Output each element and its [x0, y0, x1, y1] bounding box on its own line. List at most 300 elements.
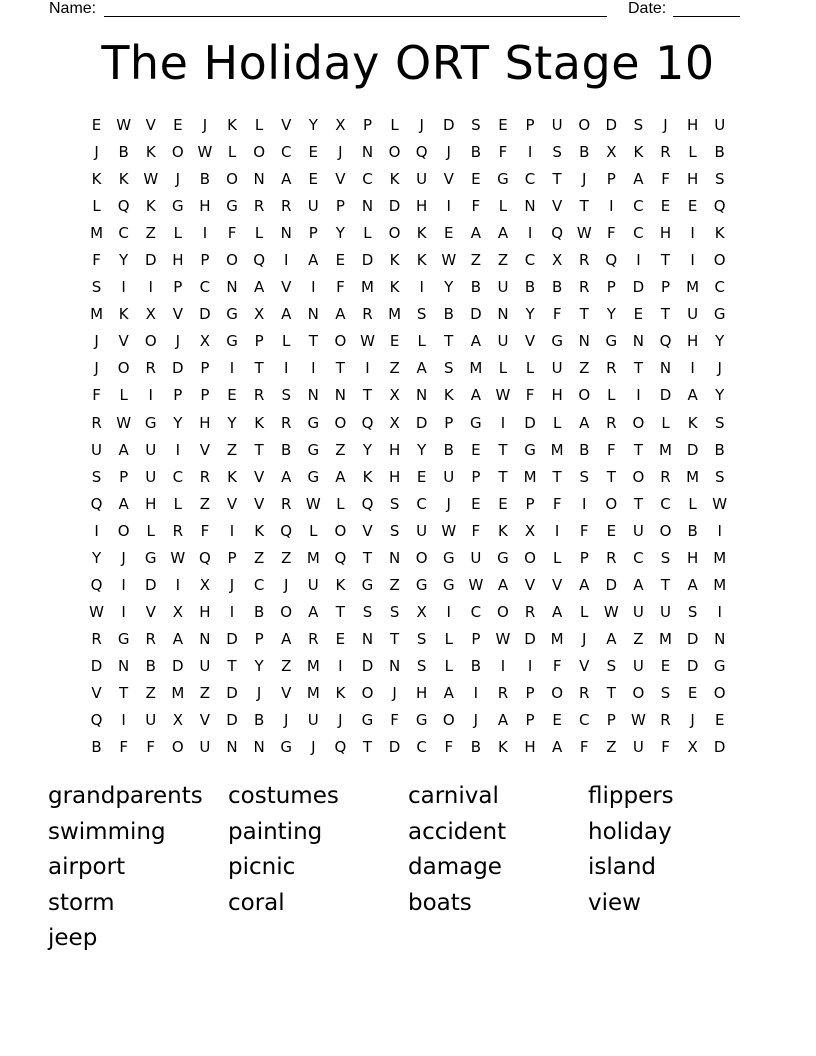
grid-letter[interactable]: E — [660, 197, 671, 216]
grid-letter[interactable]: J — [121, 548, 126, 567]
grid-letter[interactable]: P — [173, 386, 183, 405]
grid-letter[interactable]: F — [579, 738, 589, 757]
grid-letter[interactable]: W — [170, 548, 186, 567]
grid-letter[interactable]: O — [226, 251, 238, 270]
grid-letter[interactable]: O — [551, 684, 564, 702]
grid-letter[interactable]: R — [91, 629, 102, 648]
grid-letter[interactable]: Z — [470, 251, 481, 270]
grid-letter[interactable]: R — [660, 711, 671, 730]
grid-letter[interactable]: L — [525, 359, 535, 378]
grid-letter[interactable]: B — [253, 711, 265, 730]
grid-letter[interactable]: L — [552, 413, 562, 432]
grid-letter[interactable]: M — [90, 305, 104, 324]
grid-letter[interactable]: G — [172, 197, 184, 216]
grid-letter[interactable]: G — [117, 629, 130, 648]
grid-letter[interactable]: V — [199, 711, 211, 730]
grid-letter[interactable]: D — [524, 413, 536, 432]
grid-letter[interactable]: P — [254, 332, 264, 351]
grid-letter[interactable]: V — [226, 494, 238, 513]
grid-letter[interactable]: G — [442, 575, 455, 594]
grid-letter[interactable]: G — [226, 332, 238, 351]
grid-letter[interactable]: Q — [605, 251, 618, 270]
grid-letter[interactable]: I — [148, 386, 153, 405]
grid-letter[interactable]: P — [471, 467, 481, 486]
grid-letter[interactable]: V — [552, 197, 563, 216]
grid-letter[interactable]: G — [605, 332, 618, 351]
grid-letter[interactable]: C — [416, 738, 427, 757]
grid-letter[interactable]: L — [498, 359, 508, 378]
grid-letter[interactable]: B — [443, 440, 454, 459]
grid-letter[interactable]: W — [712, 494, 728, 513]
grid-letter[interactable]: I — [609, 197, 614, 216]
grid-letter[interactable]: J — [663, 116, 668, 135]
grid-letter[interactable]: S — [552, 143, 562, 162]
grid-letter[interactable]: A — [281, 170, 292, 189]
grid-letter[interactable]: F — [498, 143, 508, 162]
grid-letter[interactable]: A — [172, 629, 183, 648]
grid-letter[interactable]: B — [470, 656, 481, 675]
grid-letter[interactable]: B — [199, 170, 211, 189]
grid-letter[interactable]: F — [525, 386, 535, 405]
grid-letter[interactable]: O — [578, 116, 591, 135]
grid-letter[interactable]: K — [633, 143, 644, 162]
grid-letter[interactable]: N — [361, 629, 374, 648]
grid-letter[interactable]: W — [441, 521, 457, 540]
grid-letter[interactable]: H — [145, 494, 157, 513]
grid-letter[interactable]: Q — [334, 548, 347, 567]
grid-letter[interactable]: F — [146, 738, 156, 757]
grid-letter[interactable]: I — [554, 521, 560, 540]
grid-letter[interactable]: I — [121, 711, 126, 730]
grid-letter[interactable]: R — [362, 305, 373, 324]
grid-letter[interactable]: H — [686, 548, 699, 567]
grid-letter[interactable]: M — [713, 575, 727, 594]
grid-letter[interactable]: Y — [91, 548, 102, 567]
grid-letter[interactable]: P — [525, 116, 535, 135]
grid-letter[interactable]: J — [175, 170, 181, 189]
grid-letter[interactable]: V — [335, 170, 346, 189]
grid-letter[interactable]: K — [118, 305, 129, 324]
grid-letter[interactable]: A — [416, 359, 427, 378]
grid-letter[interactable]: C — [253, 575, 265, 594]
grid-letter[interactable]: V — [524, 332, 536, 351]
grid-letter[interactable]: B — [579, 143, 590, 162]
grid-letter[interactable]: B — [145, 656, 156, 675]
grid-letter[interactable]: O — [117, 359, 130, 378]
grid-letter[interactable]: S — [471, 116, 481, 135]
grid-letter[interactable]: L — [146, 521, 155, 540]
grid-letter[interactable]: V — [552, 575, 563, 594]
grid-letter[interactable]: D — [144, 251, 157, 270]
grid-letter[interactable]: R — [91, 413, 102, 432]
grid-letter[interactable]: A — [335, 467, 346, 486]
grid-letter[interactable]: U — [443, 467, 455, 486]
grid-letter[interactable]: K — [416, 251, 427, 270]
grid-letter[interactable]: P — [119, 467, 129, 486]
grid-letter[interactable]: H — [686, 116, 699, 135]
grid-letter[interactable]: K — [227, 116, 237, 135]
grid-letter[interactable]: M — [686, 467, 700, 486]
grid-letter[interactable]: F — [552, 656, 562, 675]
grid-letter[interactable]: I — [582, 494, 587, 513]
grid-letter[interactable]: T — [579, 197, 589, 216]
grid-letter[interactable]: J — [717, 359, 722, 378]
grid-letter[interactable]: U — [416, 521, 428, 540]
grid-letter[interactable]: U — [470, 548, 482, 567]
grid-letter[interactable]: R — [660, 467, 671, 486]
grid-letter[interactable]: Z — [145, 224, 156, 243]
grid-letter[interactable]: T — [254, 359, 264, 378]
grid-letter[interactable]: H — [686, 170, 699, 189]
grid-letter[interactable]: Q — [90, 494, 103, 513]
grid-letter[interactable]: K — [118, 170, 129, 189]
grid-letter[interactable]: E — [335, 251, 346, 270]
grid-letter[interactable]: G — [144, 548, 157, 567]
grid-letter[interactable]: U — [307, 575, 319, 594]
grid-letter[interactable]: E — [687, 684, 698, 702]
grid-letter[interactable]: N — [226, 278, 238, 297]
grid-letter[interactable]: I — [229, 521, 235, 540]
grid-letter[interactable]: K — [335, 684, 346, 702]
grid-letter[interactable]: I — [527, 224, 533, 243]
grid-letter[interactable]: I — [527, 143, 533, 162]
grid-letter[interactable]: L — [444, 629, 453, 648]
grid-letter[interactable]: J — [392, 684, 397, 702]
grid-letter[interactable]: D — [388, 738, 401, 757]
grid-letter[interactable]: U — [497, 278, 509, 297]
grid-letter[interactable]: R — [660, 143, 671, 162]
grid-letter[interactable]: B — [253, 602, 265, 621]
grid-letter[interactable]: Y — [715, 332, 725, 351]
grid-letter[interactable]: U — [416, 170, 428, 189]
grid-letter[interactable]: M — [659, 629, 672, 648]
grid-letter[interactable]: Q — [199, 548, 211, 567]
grid-letter[interactable]: Z — [199, 684, 211, 702]
grid-letter[interactable]: L — [688, 143, 697, 162]
grid-letter[interactable]: H — [524, 738, 536, 757]
grid-letter[interactable]: K — [254, 413, 265, 432]
grid-letter[interactable]: W — [495, 386, 511, 405]
grid-letter[interactable]: F — [200, 521, 210, 540]
grid-letter[interactable]: Z — [389, 359, 400, 378]
grid-letter[interactable]: D — [226, 684, 238, 702]
grid-letter[interactable]: S — [579, 467, 589, 486]
grid-letter[interactable]: O — [713, 251, 726, 270]
grid-letter[interactable]: F — [661, 170, 670, 189]
grid-letter[interactable]: U — [145, 467, 157, 486]
grid-letter[interactable]: V — [524, 575, 536, 594]
grid-letter[interactable]: D — [524, 629, 536, 648]
grid-letter[interactable]: N — [307, 305, 319, 324]
grid-letter[interactable]: W — [143, 170, 159, 189]
grid-letter[interactable]: D — [172, 656, 184, 675]
grid-letter[interactable]: J — [338, 143, 343, 162]
grid-letter[interactable]: P — [335, 197, 345, 216]
grid-letter[interactable]: N — [253, 738, 265, 757]
grid-letter[interactable]: J — [283, 711, 289, 730]
grid-letter[interactable]: W — [576, 224, 592, 243]
grid-letter[interactable]: G — [415, 711, 428, 730]
grid-letter[interactable]: D — [686, 629, 699, 648]
grid-letter[interactable]: R — [253, 386, 265, 405]
grid-letter[interactable]: V — [281, 116, 292, 135]
grid-letter[interactable]: K — [498, 521, 508, 540]
grid-letter[interactable]: A — [335, 305, 346, 324]
grid-letter[interactable]: Z — [281, 656, 292, 675]
grid-letter[interactable]: O — [497, 602, 509, 621]
grid-letter[interactable]: N — [199, 629, 211, 648]
grid-letter[interactable]: J — [283, 575, 289, 594]
grid-letter[interactable]: N — [524, 197, 536, 216]
grid-letter[interactable]: U — [551, 116, 563, 135]
grid-letter[interactable]: J — [94, 143, 99, 162]
grid-letter[interactable]: T — [552, 467, 562, 486]
grid-letter[interactable]: P — [444, 413, 454, 432]
grid-letter[interactable]: V — [281, 278, 292, 297]
grid-letter[interactable]: B — [687, 521, 698, 540]
grid-letter[interactable]: D — [686, 656, 699, 675]
grid-letter[interactable]: H — [199, 602, 211, 621]
grid-letter[interactable]: E — [335, 629, 346, 648]
grid-letter[interactable]: P — [606, 711, 616, 730]
grid-letter[interactable]: O — [226, 170, 238, 189]
grid-letter[interactable]: K — [362, 467, 373, 486]
grid-letter[interactable]: T — [362, 738, 373, 757]
grid-letter[interactable]: D — [144, 575, 157, 594]
grid-letter[interactable]: E — [606, 521, 617, 540]
grid-letter[interactable]: Y — [525, 305, 535, 324]
grid-letter[interactable]: H — [551, 386, 563, 405]
grid-letter[interactable]: J — [690, 711, 695, 730]
grid-letter[interactable]: A — [308, 602, 319, 621]
grid-letter[interactable]: G — [470, 413, 482, 432]
grid-letter[interactable]: B — [714, 440, 725, 459]
grid-letter[interactable]: Y — [254, 656, 264, 675]
grid-letter[interactable]: X — [199, 575, 211, 594]
grid-letter[interactable]: W — [441, 251, 457, 270]
grid-letter[interactable]: R — [308, 629, 319, 648]
grid-letter[interactable]: A — [497, 224, 509, 243]
grid-letter[interactable]: H — [416, 684, 428, 702]
grid-letter[interactable]: R — [253, 197, 265, 216]
grid-letter[interactable]: P — [579, 548, 589, 567]
grid-letter[interactable]: V — [118, 332, 129, 351]
grid-letter[interactable]: O — [334, 332, 347, 351]
grid-letter[interactable]: U — [145, 711, 157, 730]
grid-letter[interactable]: A — [633, 170, 644, 189]
grid-letter[interactable]: L — [688, 494, 697, 513]
grid-letter[interactable]: E — [91, 116, 102, 135]
grid-letter[interactable]: U — [714, 116, 726, 135]
grid-letter[interactable]: O — [171, 143, 184, 162]
grid-letter[interactable]: D — [172, 359, 184, 378]
grid-letter[interactable]: P — [200, 359, 210, 378]
grid-letter[interactable]: A — [579, 575, 590, 594]
grid-letter[interactable]: P — [254, 629, 264, 648]
grid-letter[interactable]: O — [632, 413, 645, 432]
grid-letter[interactable]: C — [118, 224, 129, 243]
grid-letter[interactable]: O — [442, 711, 455, 730]
grid-letter[interactable]: U — [145, 440, 157, 459]
grid-letter[interactable]: C — [416, 494, 427, 513]
grid-letter[interactable]: R — [579, 278, 590, 297]
grid-letter[interactable]: X — [145, 305, 156, 324]
grid-letter[interactable]: A — [470, 224, 481, 243]
grid-letter[interactable]: C — [280, 143, 292, 162]
grid-letter[interactable]: S — [416, 629, 427, 648]
grid-letter[interactable]: G — [524, 440, 536, 459]
grid-letter[interactable]: W — [89, 602, 104, 621]
grid-letter[interactable]: I — [229, 359, 235, 378]
grid-letter[interactable]: M — [306, 656, 320, 675]
grid-letter[interactable]: P — [227, 548, 237, 567]
grid-letter[interactable]: A — [497, 711, 509, 730]
grid-letter[interactable]: U — [632, 656, 644, 675]
grid-letter[interactable]: P — [200, 386, 210, 405]
grid-letter[interactable]: M — [171, 684, 185, 702]
grid-letter[interactable]: F — [661, 738, 670, 757]
grid-letter[interactable]: Q — [415, 143, 428, 162]
grid-letter[interactable]: U — [687, 305, 699, 324]
grid-letter[interactable]: R — [280, 494, 292, 513]
grid-letter[interactable]: P — [606, 170, 616, 189]
grid-letter[interactable]: X — [172, 602, 183, 621]
grid-letter[interactable]: M — [306, 684, 320, 702]
grid-letter[interactable]: I — [446, 197, 451, 216]
grid-letter[interactable]: H — [199, 197, 211, 216]
grid-letter[interactable]: L — [309, 521, 318, 540]
grid-letter[interactable]: E — [714, 711, 725, 730]
grid-letter[interactable]: W — [468, 575, 484, 594]
grid-letter[interactable]: D — [605, 116, 618, 135]
grid-letter[interactable]: T — [498, 440, 508, 459]
grid-letter[interactable]: G — [497, 548, 509, 567]
grid-letter[interactable]: E — [173, 116, 183, 135]
grid-letter[interactable]: Y — [308, 116, 318, 135]
grid-letter[interactable]: R — [145, 359, 156, 378]
grid-letter[interactable]: T — [552, 170, 562, 189]
grid-letter[interactable]: O — [388, 143, 401, 162]
grid-letter[interactable]: B — [443, 305, 454, 324]
grid-letter[interactable]: A — [281, 629, 292, 648]
grid-letter[interactable]: I — [473, 684, 479, 702]
grid-letter[interactable]: V — [253, 467, 265, 486]
grid-letter[interactable]: M — [659, 440, 672, 459]
grid-letter[interactable]: G — [713, 656, 726, 675]
grid-letter[interactable]: H — [388, 467, 401, 486]
grid-letter[interactable]: B — [524, 278, 536, 297]
grid-letter[interactable]: T — [362, 386, 373, 405]
grid-letter[interactable]: U — [307, 197, 319, 216]
grid-letter[interactable]: I — [500, 656, 506, 675]
grid-letter[interactable]: D — [686, 440, 699, 459]
grid-letter[interactable]: O — [334, 521, 347, 540]
grid-letter[interactable]: T — [633, 440, 643, 459]
grid-letter[interactable]: I — [283, 251, 289, 270]
grid-letter[interactable]: N — [632, 332, 645, 351]
grid-letter[interactable]: F — [552, 305, 562, 324]
grid-letter[interactable]: K — [389, 170, 400, 189]
grid-letter[interactable]: S — [444, 359, 454, 378]
grid-letter[interactable]: Y — [173, 413, 183, 432]
grid-letter[interactable]: Q — [117, 197, 130, 216]
grid-letter[interactable]: O — [632, 684, 645, 702]
grid-letter[interactable]: F — [607, 224, 616, 243]
grid-letter[interactable]: S — [633, 116, 644, 135]
grid-letter[interactable]: F — [92, 251, 101, 270]
grid-letter[interactable]: U — [199, 656, 211, 675]
grid-letter[interactable]: N — [280, 224, 292, 243]
grid-letter[interactable]: O — [334, 413, 347, 432]
grid-letter[interactable]: Z — [497, 251, 509, 270]
grid-letter[interactable]: L — [444, 656, 453, 675]
grid-letter[interactable]: N — [714, 629, 726, 648]
grid-letter[interactable]: S — [389, 494, 400, 513]
grid-letter[interactable]: T — [444, 332, 454, 351]
grid-letter[interactable]: H — [416, 197, 428, 216]
grid-letter[interactable]: E — [471, 494, 481, 513]
grid-letter[interactable]: Q — [280, 521, 293, 540]
grid-letter[interactable]: T — [660, 251, 671, 270]
grid-letter[interactable]: I — [690, 251, 695, 270]
grid-letter[interactable]: R — [606, 359, 617, 378]
grid-letter[interactable]: K — [145, 143, 156, 162]
grid-letter[interactable]: I — [283, 359, 289, 378]
grid-letter[interactable]: E — [498, 494, 508, 513]
grid-letter[interactable]: A — [552, 602, 563, 621]
grid-letter[interactable]: S — [714, 170, 725, 189]
grid-letter[interactable]: P — [173, 278, 183, 297]
grid-letter[interactable]: G — [307, 467, 320, 486]
grid-letter[interactable]: W — [116, 116, 132, 135]
grid-letter[interactable]: D — [605, 575, 618, 594]
grid-letter[interactable]: Q — [361, 494, 374, 513]
grid-letter[interactable]: Z — [389, 575, 400, 594]
grid-letter[interactable]: W — [305, 494, 321, 513]
grid-letter[interactable]: O — [578, 386, 591, 405]
grid-letter[interactable]: P — [525, 684, 535, 702]
grid-letter[interactable]: Q — [334, 738, 347, 757]
grid-letter[interactable]: S — [660, 548, 671, 567]
grid-letter[interactable]: I — [121, 602, 126, 621]
grid-letter[interactable]: I — [94, 521, 99, 540]
grid-letter[interactable]: B — [91, 738, 102, 757]
grid-letter[interactable]: O — [253, 143, 266, 162]
grid-letter[interactable]: F — [444, 738, 454, 757]
grid-letter[interactable]: O — [605, 494, 618, 513]
grid-letter[interactable]: V — [145, 602, 156, 621]
grid-letter[interactable]: I — [717, 521, 722, 540]
grid-letter[interactable]: K — [416, 224, 427, 243]
grid-letter[interactable]: L — [661, 413, 670, 432]
grid-letter[interactable]: L — [92, 197, 101, 216]
grid-letter[interactable]: L — [254, 224, 264, 243]
grid-letter[interactable]: R — [606, 413, 617, 432]
grid-letter[interactable]: T — [389, 629, 400, 648]
grid-letter[interactable]: M — [523, 467, 537, 486]
grid-letter[interactable]: Q — [361, 413, 374, 432]
grid-letter[interactable]: K — [714, 224, 725, 243]
grid-letter[interactable]: M — [469, 359, 483, 378]
grid-letter[interactable]: X — [335, 116, 346, 135]
grid-letter[interactable]: X — [172, 711, 183, 730]
grid-letter[interactable]: V — [362, 521, 373, 540]
grid-letter[interactable]: Y — [227, 413, 237, 432]
grid-letter[interactable]: C — [172, 467, 184, 486]
grid-letter[interactable]: J — [94, 359, 99, 378]
grid-letter[interactable]: R — [524, 602, 536, 621]
grid-letter[interactable]: B — [579, 440, 590, 459]
